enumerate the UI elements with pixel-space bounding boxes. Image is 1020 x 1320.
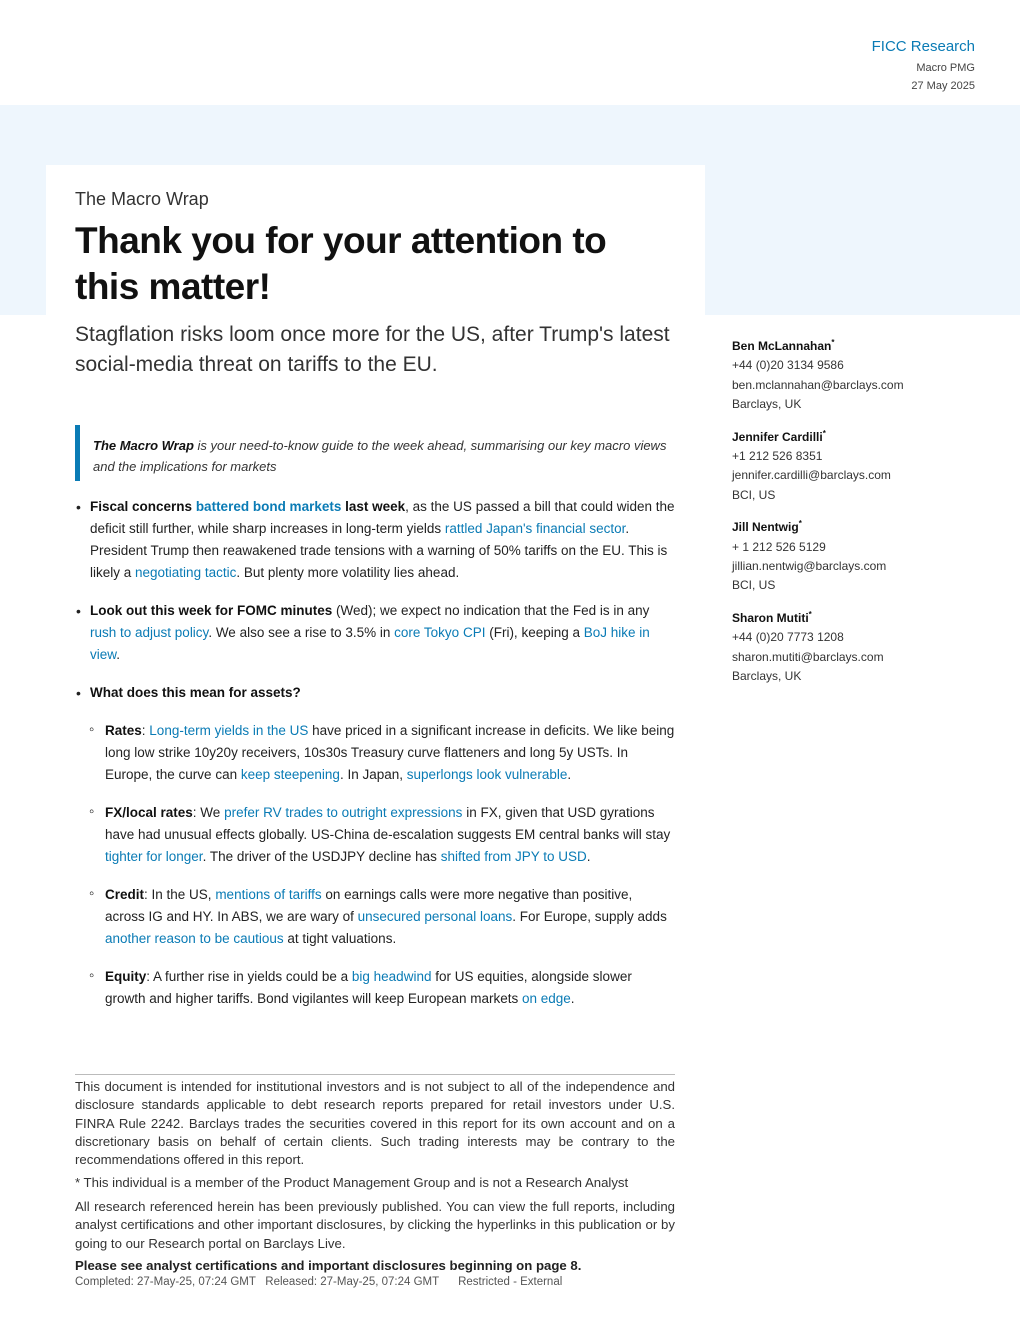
bullet-text: . President Trump then reawakened trade tensions with a warning of 50% tariffs on the EU. This is likely a [90, 521, 668, 580]
author-name: Sharon Mutiti [732, 610, 809, 625]
disclosure-intro: This document is intended for institutional investors and is not subject to all of the independence and disclosure standards applicable to debt research reports prepared for retail investors under U.S. FINRA Rule 2242. Barclays trades the securities covered in this report for its own account and on a discretionary basis on behalf of certain clients. Such trading interests may be contrary to the recommendations offered in this report. [75, 1079, 675, 1168]
link-rush-to-adjust[interactable]: rush to adjust policy [90, 625, 209, 640]
sub-lead: FX/local rates [105, 805, 193, 820]
sub-text: in FX, given that USD gyrations have had unusual effects globally. US-China de-escalation suggests EM central banks will stay [105, 805, 671, 842]
sub-equity [75, 966, 675, 1010]
bullet-text: , as the US passed a bill that could widen the deficit still further, while sharp increases in long-term yields [90, 499, 675, 536]
bullet-bold: last week [341, 499, 406, 514]
callout-bold: The Macro Wrap [93, 438, 194, 453]
author-mark: * [808, 609, 812, 619]
header-group: Macro PMG [916, 62, 975, 74]
link-mentions-of-tariffs[interactable]: mentions of tariffs [215, 887, 322, 902]
author-phone: +44 (0)20 3134 9586 [732, 358, 844, 373]
key-points [75, 496, 675, 1026]
restriction-label: Restricted - External [458, 1276, 563, 1288]
disclosure-pmg-note: * This individual is a member of the Product Management Group and is not a Research Analyst [75, 1175, 629, 1190]
author-card [732, 605, 992, 687]
sub-rates [75, 720, 675, 786]
bullet-fiscal [75, 496, 675, 584]
bullet-text: (Fri), keeping a [485, 625, 584, 640]
bullet-text: . We also see a rise to 3.5% in [208, 625, 395, 640]
author-list [732, 333, 992, 696]
sub-text: at tight valuations. [283, 931, 397, 946]
footer-meta [75, 1276, 675, 1288]
disclosure-see-page: Please see analyst certifications and important disclosures beginning on page 8. [75, 1258, 582, 1273]
series-name: The Macro Wrap [75, 189, 209, 209]
sub-credit [75, 884, 675, 950]
sub-lead: Credit [105, 887, 145, 902]
released-time: Released: 27-May-25, 07:24 GMT [265, 1276, 439, 1288]
author-email[interactable]: sharon.mutiti@barclays.com [732, 649, 884, 664]
link-core-tokyo-cpi[interactable]: core Tokyo CPI [394, 625, 486, 640]
sub-text: . [586, 849, 591, 864]
author-card [732, 424, 992, 506]
sub-text: : In the US, [144, 887, 216, 902]
author-mark: * [831, 338, 835, 347]
author-org: BCI, US [732, 487, 776, 502]
author-phone: +1 212 526 8351 [732, 449, 823, 464]
author-org: BCI, US [732, 578, 776, 593]
author-org: Barclays, UK [732, 669, 802, 684]
author-card [732, 333, 992, 415]
link-superlongs[interactable]: superlongs look vulnerable [406, 767, 568, 782]
link-on-edge[interactable]: on edge [521, 991, 571, 1006]
bullet-text: (Wed); we expect no indication that the Fed is in any [332, 603, 650, 618]
bullet-lead: Fiscal concerns [90, 499, 196, 514]
sub-lead: Equity [105, 969, 147, 984]
bullet-lead: What does this mean for assets? [90, 685, 301, 700]
link-long-term-yields[interactable]: Long-term yields in the US [149, 723, 309, 738]
sub-text: on earnings calls were more negative than positive, across IG and HY. In ABS, we are wary of [105, 887, 633, 924]
link-boj-hike[interactable]: BoJ hike in view [90, 625, 650, 662]
sub-text: . The driver of the USDJPY decline has [202, 849, 441, 864]
author-card [732, 514, 992, 596]
link-rattled-japan[interactable]: rattled Japan's financial sector [444, 521, 626, 536]
author-email[interactable]: ben.mclannahan@barclays.com [732, 377, 904, 392]
page-title: Thank you for your attention to this matter! [75, 220, 607, 307]
bullet-assets [75, 682, 675, 704]
sub-text: : We [192, 805, 225, 820]
sub-fx [75, 802, 675, 868]
bullet-lead: Look out this week for FOMC minutes [90, 603, 333, 618]
ficc-research-label: FICC Research [871, 38, 975, 55]
link-prefer-rv[interactable]: prefer RV trades to outright expressions [224, 805, 463, 820]
sub-lead: Rates [105, 723, 142, 738]
author-name: Jill Nentwig [732, 520, 799, 535]
sub-text: : A further rise in yields could be a [146, 969, 352, 984]
sub-text: . In Japan, [339, 767, 407, 782]
author-email[interactable]: jennifer.cardilli@barclays.com [732, 468, 891, 483]
callout-text: is your need-to-know guide to the week ahead, summarising our key macro views and the implications for markets [93, 438, 667, 474]
author-mark: * [822, 428, 826, 438]
link-reason-cautious[interactable]: another reason to be cautious [105, 931, 284, 946]
intro-callout [75, 425, 675, 481]
author-name: Jennifer Cardilli [732, 429, 823, 444]
link-battered-bond-markets[interactable]: battered bond markets [195, 499, 342, 514]
link-tighter-for-longer[interactable]: tighter for longer [105, 849, 203, 864]
footer-divider [75, 1074, 675, 1075]
author-phone: + 1 212 526 5129 [732, 539, 826, 554]
header-meta [872, 59, 975, 95]
report-header [872, 38, 975, 95]
author-org: Barclays, UK [732, 397, 802, 412]
header-date: 27 May 2025 [911, 80, 975, 92]
bullet-text: . [116, 647, 121, 662]
disclosure-references: All research referenced herein has been previously published. You can view the full reports, including analyst certifications and other important disclosures, by clicking the hyperlinks in this publication or by going to our Research portal on Barclays Live. [75, 1199, 675, 1251]
link-keep-steepening[interactable]: keep steepening [240, 767, 340, 782]
sub-text: have priced in a significant increase in deficits. We like being long low strike 10y20y receivers, 10s30s Treasury curve flatteners and long 5y USTs. In Europe, the curve can [105, 723, 675, 782]
author-email[interactable]: jillian.nentwig@barclays.com [732, 559, 887, 574]
page-subtitle: Stagflation risks loom once more for the US, after Trump's latest social-media threat on tariffs to the EU. [75, 323, 670, 376]
author-phone: +44 (0)20 7773 1208 [732, 630, 844, 645]
bullet-fomc [75, 600, 675, 666]
link-negotiating-tactic[interactable]: negotiating tactic [135, 565, 237, 580]
sub-text: . For Europe, supply adds [512, 909, 667, 924]
bullet-text: . But plenty more volatility lies ahead. [236, 565, 460, 580]
sub-text: . [567, 767, 572, 782]
author-name: Ben McLannahan [732, 339, 832, 353]
sub-text: : [141, 723, 150, 738]
sub-text: for US equities, alongside slower growth and higher tariffs. Bond vigilantes will keep European markets [105, 969, 632, 1006]
link-big-headwind[interactable]: big headwind [351, 969, 432, 984]
link-unsecured-loans[interactable]: unsecured personal loans [357, 909, 513, 924]
sub-text: . [570, 991, 575, 1006]
link-shifted-jpy-usd[interactable]: shifted from JPY to USD [440, 849, 587, 864]
author-mark: * [798, 519, 802, 529]
completed-time: Completed: 27-May-25, 07:24 GMT [75, 1276, 256, 1288]
